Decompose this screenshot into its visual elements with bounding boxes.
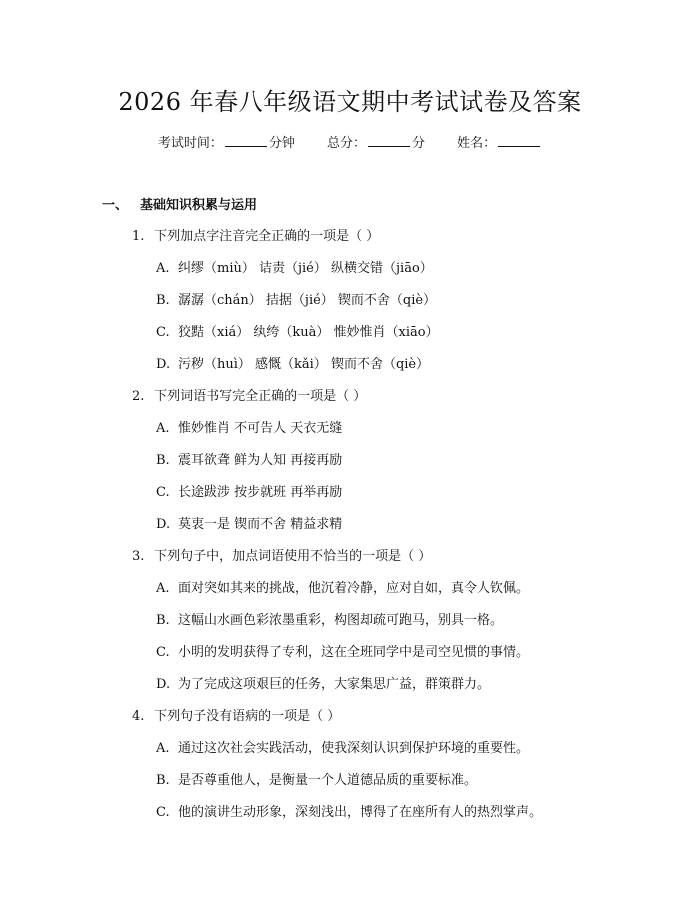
exam-time-blank[interactable]: [225, 136, 267, 147]
exam-time-field: [158, 132, 295, 151]
option-letter: D.: [156, 677, 171, 692]
option-text: 小明的发明获得了专利，这在全班同学中是司空见惯的事情。: [178, 645, 530, 660]
option-letter: A.: [156, 421, 170, 436]
option-text: 面对突如其来的挑战，他沉着冷静，应对自如，真令人钦佩。: [178, 581, 530, 596]
question-4: [132, 705, 340, 724]
page-title: 2026 年春八年级语文期中考试试卷及答案: [118, 88, 582, 116]
question-number: 4.: [132, 709, 145, 724]
option-letter: C.: [156, 485, 170, 500]
option-1a[interactable]: [156, 257, 433, 276]
option-text: 惟妙惟肖 不可告人 天衣无缝: [178, 421, 343, 436]
option-letter: B.: [156, 293, 170, 308]
question-number: 2.: [132, 389, 145, 404]
option-text: 为了完成这项艰巨的任务，大家集思广益，群策群力。: [178, 677, 491, 692]
question-number: 1.: [132, 229, 145, 244]
option-text: 污秽（huì） 感慨（kǎi） 锲而不舍（qiè）: [178, 357, 430, 372]
option-letter: D.: [156, 357, 171, 372]
option-letter: B.: [156, 613, 170, 628]
option-text: 他的演讲生动形象，深刻浅出，博得了在座所有人的热烈掌声。: [178, 805, 543, 820]
name-label: 姓名：: [457, 136, 497, 151]
question-2: [132, 385, 366, 404]
section-title: 基础知识积累与运用: [140, 198, 258, 213]
option-text: 纠缪（miù） 诘责（jié） 纵横交错（jiāo）: [178, 261, 433, 276]
exam-time-unit: 分钟: [268, 136, 295, 151]
question-text: 下列句子中，加点词语使用不恰当的一项是（ ）: [154, 549, 432, 564]
option-letter: C.: [156, 325, 170, 340]
total-score-field: [327, 132, 425, 151]
option-1d[interactable]: [156, 353, 429, 372]
question-1: [132, 225, 379, 244]
question-number: 3.: [132, 549, 145, 564]
option-2b[interactable]: [156, 449, 342, 468]
total-score-blank[interactable]: [368, 136, 410, 147]
option-letter: B.: [156, 453, 170, 468]
option-letter: B.: [156, 773, 170, 788]
exam-time-label: 考试时间：: [157, 136, 223, 151]
question-3: [132, 545, 431, 564]
section-heading: [102, 194, 257, 213]
option-3c[interactable]: [156, 641, 529, 660]
option-text: 莫衷一是 锲而不舍 精益求精: [178, 517, 343, 532]
option-3a[interactable]: [156, 577, 529, 596]
option-letter: A.: [156, 741, 170, 756]
option-2a[interactable]: [156, 417, 342, 436]
option-text: 这幅山水画色彩浓墨重彩，构图却疏可跑马，别具一格。: [178, 613, 504, 628]
option-text: 狡黠（xiá） 纨绔（kuà） 惟妙惟肖（xiāo）: [178, 325, 439, 340]
option-2d[interactable]: [156, 513, 342, 532]
option-2c[interactable]: [156, 481, 342, 500]
option-letter: A.: [156, 581, 170, 596]
name-blank[interactable]: [498, 136, 540, 147]
option-1b[interactable]: [156, 289, 436, 308]
option-letter: D.: [156, 517, 171, 532]
total-score-label: 总分：: [326, 136, 366, 151]
option-text: 是否尊重他人，是衡量一个人道德品质的重要标准。: [178, 773, 478, 788]
question-text: 下列词语书写完全正确的一项是（ ）: [154, 389, 367, 404]
option-letter: A.: [156, 261, 170, 276]
name-field: [457, 132, 542, 151]
total-score-unit: 分: [412, 136, 426, 151]
option-text: 震耳欲聋 鲜为人知 再接再励: [178, 453, 343, 468]
option-text: 通过这次社会实践活动，使我深刻认识到保护环境的重要性。: [178, 741, 530, 756]
option-text: 长途跋涉 按步就班 再举再励: [178, 485, 343, 500]
question-text: 下列加点字注音完全正确的一项是（ ）: [154, 229, 380, 244]
option-4c[interactable]: [156, 801, 542, 820]
option-4a[interactable]: [156, 737, 529, 756]
section-number: 一、: [102, 198, 129, 213]
exam-meta-line: [0, 132, 700, 151]
option-3b[interactable]: [156, 609, 503, 628]
option-text: 潺潺（chán） 拮据（jié） 锲而不舍（qiè）: [178, 293, 437, 308]
option-4b[interactable]: [156, 769, 477, 788]
option-1c[interactable]: [156, 321, 439, 340]
question-text: 下列句子没有语病的一项是（ ）: [154, 709, 341, 724]
option-letter: C.: [156, 645, 170, 660]
option-letter: C.: [156, 805, 170, 820]
option-3d[interactable]: [156, 673, 490, 692]
